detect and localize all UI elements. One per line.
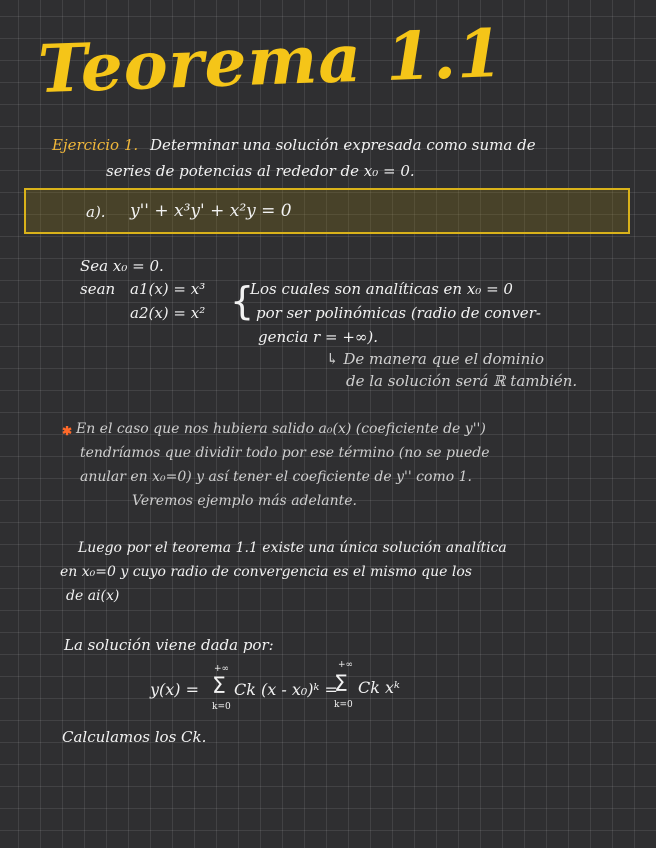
sum2-sigma-icon: Σ <box>334 672 348 697</box>
brace-text-line1: Los cuales son analíticas en x₀ = 0 <box>250 280 513 298</box>
asterisk-icon: ✱ <box>62 424 73 438</box>
sea-line: Sea x₀ = 0. <box>80 257 164 275</box>
calculamos-line: Calculamos los Ck. <box>62 728 207 746</box>
luego-line2: en x₀=0 y cuyo radio de convergencia es el mismo que los <box>60 564 472 580</box>
sum1-lower: k=0 <box>212 702 231 712</box>
note-line1: En el caso que nos hubiera salido a₀(x) (coeficiente de y'') <box>76 421 486 437</box>
page-title: Teorema 1.1 <box>36 13 505 109</box>
arrow-text-line2: de la solución será ℝ también. <box>346 372 578 390</box>
a1-def: a1(x) = x³ <box>130 280 206 298</box>
a2-def: a2(x) = x² <box>130 304 206 322</box>
note-line2: tendríamos que dividir todo por ese término (no se puede <box>80 445 490 461</box>
item-a-label: a). <box>86 203 106 221</box>
exercise-label: Ejercicio 1. <box>52 136 139 154</box>
sum2-upper: +∞ <box>338 660 354 670</box>
exercise-text-line2: series de potencias al rededor de x₀ = 0. <box>106 162 415 180</box>
note-line3: anular en x₀=0) y así tener el coeficiente de y'' como 1. <box>80 469 472 485</box>
item-a-equation: y'' + x³y' + x²y = 0 <box>130 201 292 221</box>
sum1-sigma-icon: Σ <box>212 674 226 699</box>
note-line4: Veremos ejemplo más adelante. <box>132 493 357 509</box>
solution-term2: Ck xᵏ <box>358 678 400 697</box>
solution-lhs: y(x) = <box>150 680 200 699</box>
luego-line3: de ai(x) <box>66 588 120 604</box>
brace-text-line3: gencia r = +∞). <box>258 328 379 346</box>
sum1-upper: +∞ <box>214 664 230 674</box>
sean-label: sean <box>80 280 116 298</box>
equation-box <box>24 188 630 234</box>
arrow-text-line1: ↳ De manera que el dominio <box>326 350 545 368</box>
exercise-text-line1: Determinar una solución expresada como suma de <box>150 136 536 154</box>
sum2-lower: k=0 <box>334 700 353 710</box>
solution-intro: La solución viene dada por: <box>64 636 274 654</box>
solution-term1: Ck (x - x₀)ᵏ = <box>234 680 338 699</box>
brace-text-line2: por ser polinómicas (radio de conver- <box>256 304 541 322</box>
brace-icon: { <box>230 279 255 323</box>
luego-line1: Luego por el teorema 1.1 existe una única solución analítica <box>78 540 507 556</box>
